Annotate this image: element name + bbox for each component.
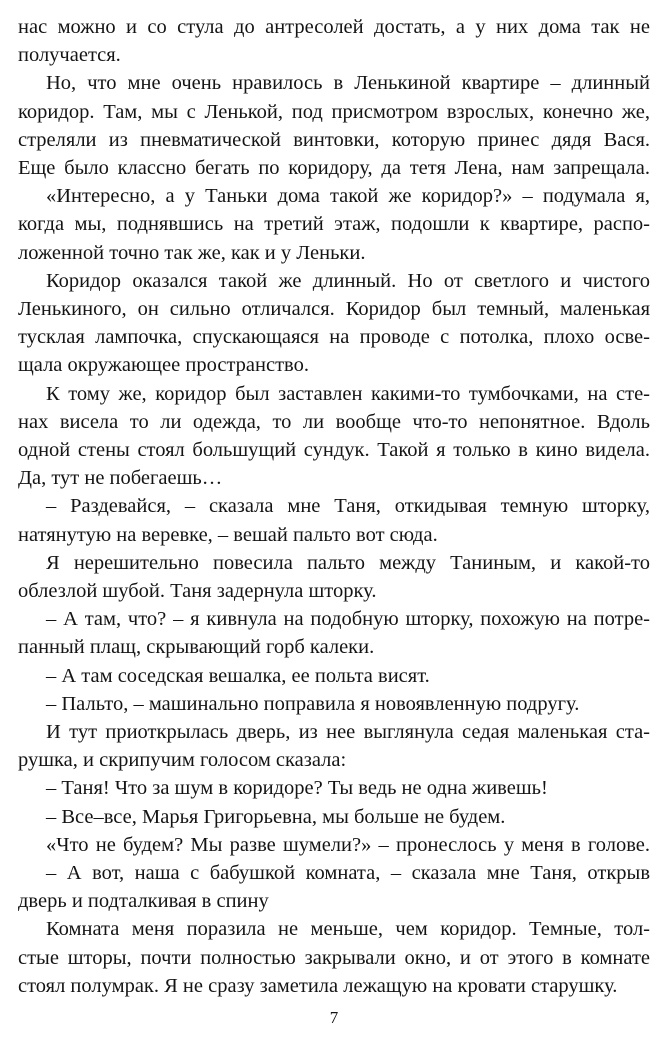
text-line-24: – А там соседская вешалка, ее польта висят. bbox=[46, 664, 430, 687]
text-line-17: Да, тут не побегаешь… bbox=[18, 467, 223, 490]
text-line-18: – Раздевайся, – сказала мне Таня, откидывая темную шторку, bbox=[46, 495, 650, 518]
page-number: 7 bbox=[329, 1008, 339, 1027]
text-line-8: когда мы, поднявшись на третий этаж, подошли к квартире, распо- bbox=[18, 213, 650, 236]
text-line-32: дверь и подталкивая в спину bbox=[18, 890, 269, 913]
text-line-26: И тут приоткрылась дверь, из нее выглянула седая маленькая ста- bbox=[46, 721, 650, 743]
text-line-7: «Интересно, а у Таньки дома такой же коридор?» – подумала я, bbox=[46, 185, 650, 208]
text-line-31: – А вот, наша с бабушкой комната, – сказала мне Таня, открыв bbox=[46, 862, 650, 884]
text-line-11: Ленькиного, он сильно отличался. Коридор был темный, маленькая bbox=[18, 298, 650, 320]
text-line-22: – А там, что? – я кивнула на подобную шторку, похожую на потре- bbox=[46, 608, 650, 631]
text-line-25: – Пальто, – машинально поправила я новоявленную подругу. bbox=[46, 692, 580, 715]
text-line-35: стоял полумрак. Я не сразу заметила лежащую на кровати старушку. bbox=[18, 974, 618, 997]
text-line-3: Но, что мне очень нравилось в Ленькиной квартире – длинный bbox=[46, 72, 650, 95]
text-line-12: тусклая лампочка, спускающаяся на проводе с потолка, плохо осве- bbox=[18, 326, 650, 349]
text-line-16: одной стены стоял большущий сундук. Такой я только в кино видела. bbox=[18, 439, 650, 461]
text-line-29: – Все–все, Марья Григорьевна, мы больше не будем. bbox=[46, 805, 506, 828]
text-line-23: панный плащ, скрывающий горб калеки. bbox=[18, 636, 375, 659]
text-line-5: стреляли из пневматической винтовки, которую принес дядя Вася. bbox=[18, 128, 650, 151]
text-line-13: щала окружающее пространство. bbox=[18, 354, 309, 377]
text-line-9: ложенной точно так же, как и у Леньки. bbox=[18, 241, 366, 264]
text-line-27: рушка, и скрипучим голосом сказала: bbox=[18, 749, 347, 772]
text-line-10: Коридор оказался такой же длинный. Но от светлого и чистого bbox=[46, 269, 650, 292]
text-line-21: облезлой шубой. Таня задернула шторку. bbox=[18, 580, 377, 602]
text-line-2: получается. bbox=[18, 44, 121, 67]
text-line-28: – Таня! Что за шум в коридоре? Ты ведь не одна живешь! bbox=[46, 777, 548, 800]
text-line-4: коридор. Там, мы с Ленькой, под присмотром взрослых, конечно же, bbox=[18, 100, 650, 123]
text-line-14: К тому же, коридор был заставлен какими-то тумбочками, на сте- bbox=[46, 382, 650, 405]
text-line-30: «Что не будем? Мы разве шумели?» – пронеслось у меня в голове. bbox=[46, 833, 650, 856]
text-line-6: Еще было классно бегать по коридору, да тетя Лена, нам запрещала. bbox=[18, 157, 650, 179]
text-line-20: Я нерешительно повесила пальто между Таниным, и какой-то bbox=[46, 551, 650, 574]
text-line-15: нах висела то ли одежда, то ли вообще что-то непонятное. Вдоль bbox=[18, 410, 650, 433]
text-line-1: нас можно и со стула до антресолей достать, а у них дома так не bbox=[18, 16, 650, 38]
text-line-34: стые шторы, почти полностью закрывали окно, и от этого в комнате bbox=[18, 946, 650, 969]
text-line-19: натянутую на веревке, – вешай пальто вот сюда. bbox=[18, 523, 438, 546]
text-line-33: Комната меня поразила не меньше, чем коридор. Темные, тол- bbox=[46, 918, 650, 941]
